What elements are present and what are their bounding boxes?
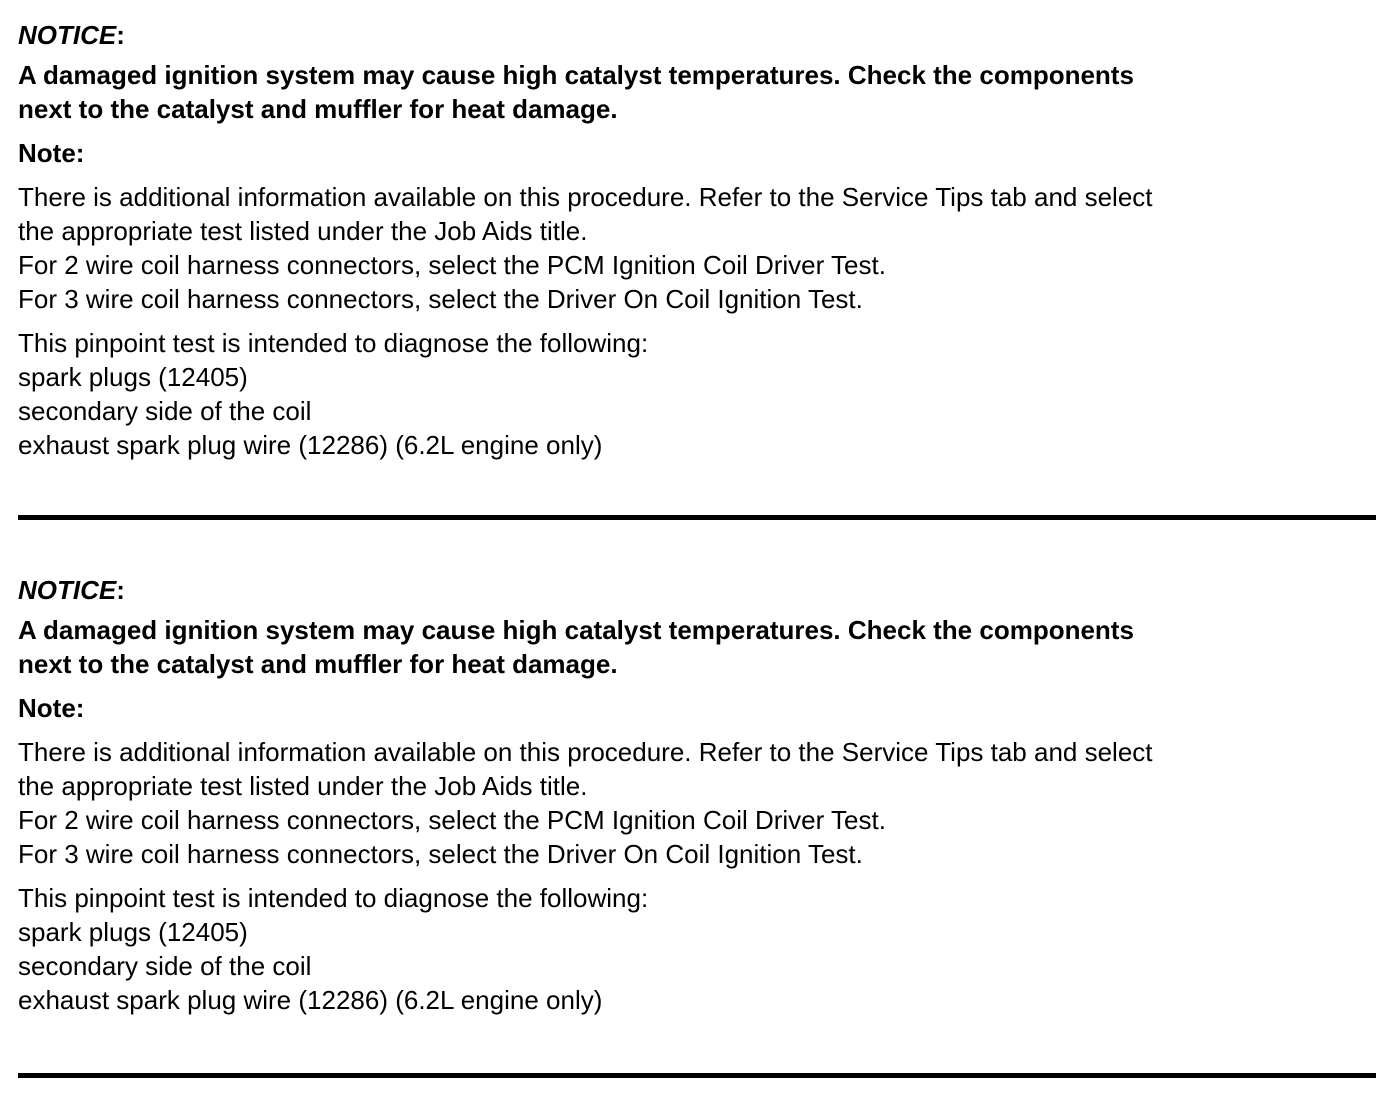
info-paragraph [18, 735, 1376, 881]
info-line: There is additional information available on this procedure. Refer to the Service Tips tab and select [18, 182, 1153, 212]
info-line: the appropriate test listed under the Job Aids title. [18, 771, 588, 801]
notice-text-line: A damaged ignition system may cause high catalyst temperatures. Check the components [18, 615, 1134, 645]
info-line: For 3 wire coil harness connectors, select the Driver On Coil Ignition Test. [18, 284, 863, 314]
diagnose-paragraph [18, 881, 1376, 1017]
section-divider [18, 1073, 1376, 1078]
info-line: For 2 wire coil harness connectors, select the PCM Ignition Coil Driver Test. [18, 250, 886, 280]
note-heading: Note: [18, 138, 85, 168]
notice-text-line: next to the catalyst and muffler for heat damage. [18, 649, 618, 679]
diagnose-line: This pinpoint test is intended to diagnose the following: [18, 883, 649, 913]
diagnose-line: spark plugs (12405) [18, 917, 248, 947]
diagnose-line: secondary side of the coil [18, 951, 312, 981]
notice-heading [18, 573, 1376, 613]
diagnose-line: spark plugs (12405) [18, 362, 248, 392]
diagnose-paragraph [18, 326, 1376, 462]
notice-section-1 [18, 18, 1376, 462]
notice-label: NOTICE [18, 20, 117, 50]
diagnose-line: exhaust spark plug wire (12286) (6.2L engine only) [18, 430, 603, 460]
diagnose-line: This pinpoint test is intended to diagnose the following: [18, 328, 649, 358]
notice-label: NOTICE [18, 575, 117, 605]
notice-text [18, 613, 1376, 691]
diagnose-line: exhaust spark plug wire (12286) (6.2L engine only) [18, 985, 603, 1015]
diagnose-line: secondary side of the coil [18, 396, 312, 426]
notice-text-line: next to the catalyst and muffler for heat damage. [18, 94, 618, 124]
info-line: the appropriate test listed under the Job Aids title. [18, 216, 588, 246]
notice-text-line: A damaged ignition system may cause high catalyst temperatures. Check the components [18, 60, 1134, 90]
notice-section-2 [18, 573, 1376, 1017]
info-line: For 2 wire coil harness connectors, select the PCM Ignition Coil Driver Test. [18, 805, 886, 835]
notice-colon: : [116, 575, 125, 605]
section-divider [18, 515, 1376, 520]
info-paragraph [18, 180, 1376, 326]
notice-heading [18, 18, 1376, 58]
info-line: For 3 wire coil harness connectors, select the Driver On Coil Ignition Test. [18, 839, 863, 869]
info-line: There is additional information available on this procedure. Refer to the Service Tips tab and select [18, 737, 1153, 767]
note-heading: Note: [18, 693, 85, 723]
notice-colon: : [116, 20, 125, 50]
notice-text [18, 58, 1376, 136]
